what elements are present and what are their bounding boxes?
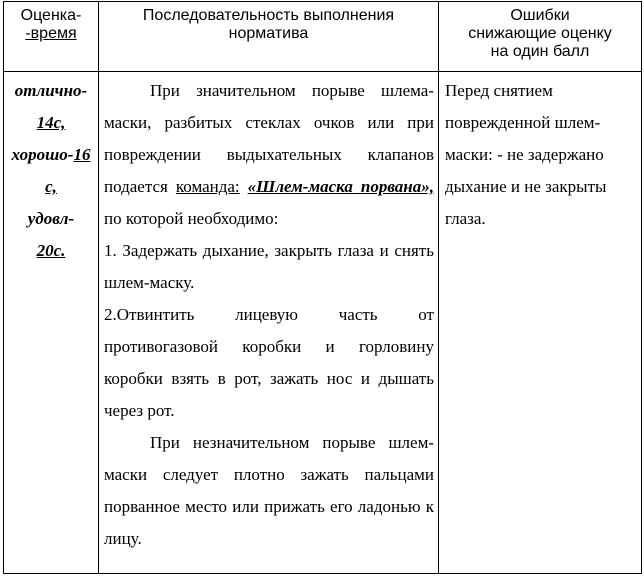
- standard-table: [3, 1, 642, 574]
- header-errors-line1: Ошибки: [510, 7, 570, 24]
- grade-excellent-label: отлично-: [14, 81, 88, 100]
- procedure-cell: [99, 72, 439, 574]
- table-header-row: [4, 2, 642, 72]
- header-procedure: [99, 2, 439, 72]
- header-grade-time: [4, 2, 99, 72]
- grade-good-time-unit: с,: [45, 177, 57, 196]
- grades-cell: [4, 72, 99, 574]
- header-procedure-line2: норматива: [228, 25, 309, 42]
- header-procedure-line1: Последовательность выполнения: [142, 7, 395, 24]
- header-errors-line2: снижающие оценку: [468, 25, 612, 42]
- command-word: команда:: [175, 177, 240, 196]
- procedure-intro-tail: по которой необходимо:: [104, 209, 279, 228]
- command-text: «Шлем-маска порвана»,: [247, 177, 434, 196]
- errors-cell: [439, 72, 642, 574]
- procedure-paragraph-1: [104, 75, 434, 235]
- grade-satisfactory-label: удовл-: [27, 209, 75, 228]
- errors-text: Перед снятием поврежденной шлем-маски: - не задержано дыхание и не закрыты глаза.: [445, 81, 607, 228]
- procedure-intro: При значительном порыве шлема-маски, разбитых стеклах очков или при повреждении выдыхательных клапанов подается: [104, 81, 434, 196]
- table-row: [4, 72, 642, 574]
- grade-good: [4, 139, 98, 171]
- header-time-line: -время: [25, 25, 77, 42]
- grade-excellent-time: 14с,: [36, 113, 66, 132]
- header-errors-line3: на один балл: [490, 43, 590, 60]
- header-errors: [439, 2, 642, 72]
- grade-good-time: 16: [73, 145, 91, 164]
- procedure-step-2: 2.Отвинтить лицевую часть от противогазовой коробки и горловину коробки взять в рот, зажать нос и дышать через рот.: [104, 305, 434, 420]
- header-grade-line: Оценка-: [20, 7, 82, 24]
- document-page: [3, 1, 641, 574]
- procedure-paragraph-2: При незначительном порыве шлем-маски следует плотно зажать пальцами порванное место или прижать его ладонью к лицу.: [104, 433, 434, 548]
- grade-satisfactory-time: 20с.: [36, 241, 66, 260]
- grade-good-label: хорошо-: [11, 145, 74, 164]
- procedure-step-1: 1. Задержать дыхание, закрыть глаза и снять шлем-маску.: [104, 241, 434, 292]
